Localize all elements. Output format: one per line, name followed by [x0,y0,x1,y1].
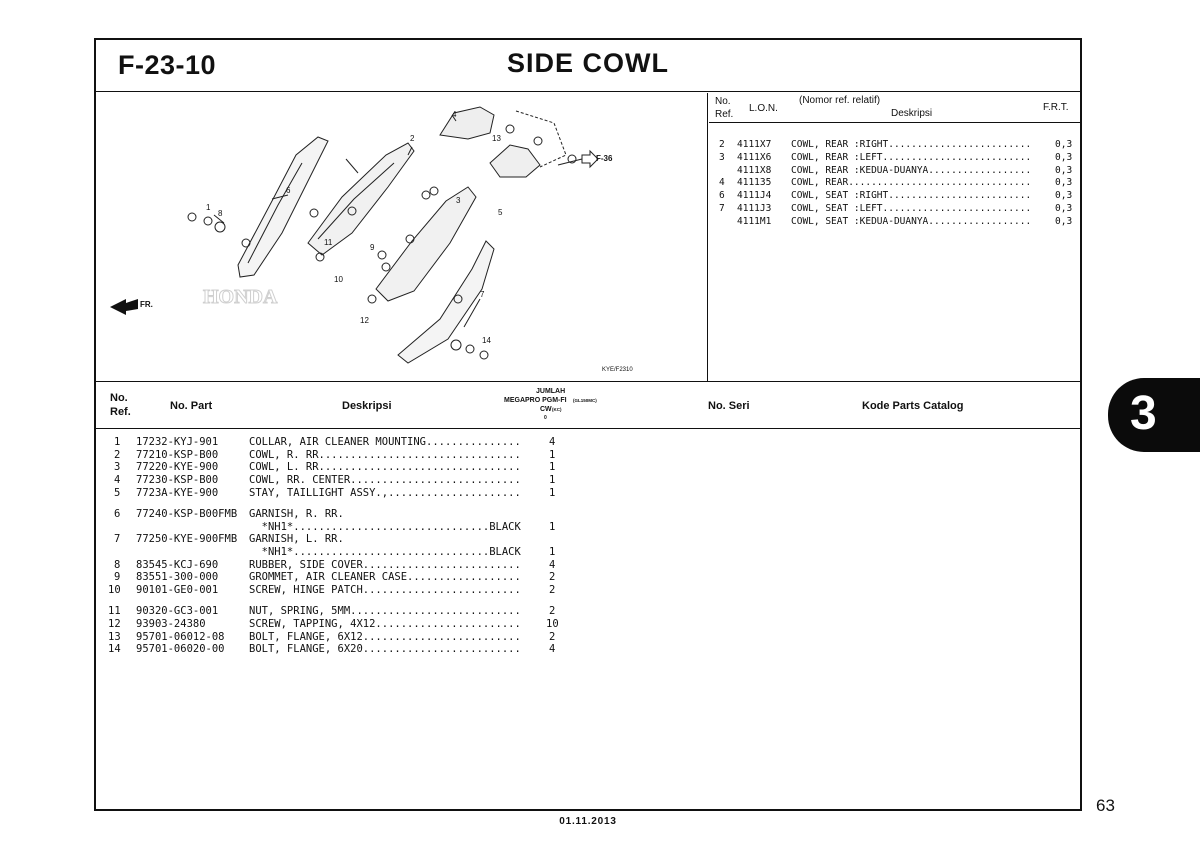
ref-lon: 4111M1 [737,215,772,227]
ref-number: 9 [114,571,121,584]
ref-lon: 4111J4 [737,190,772,202]
callout-label: 6 [286,186,291,195]
ref-no: 4 [719,177,725,189]
part-description: STAY, TAILLIGHT ASSY.,..................... [249,486,521,499]
col-qty-model: MEGAPRO PGM-FI [504,397,567,404]
part-quantity: 1 [549,474,556,487]
part-number: 83551-300-000 [136,571,219,584]
ref-number: 3 [114,461,121,474]
page-code: F-23-10 [118,50,217,80]
col-qty-type-code: (KC) [552,407,562,412]
col-desc: Deskripsi [342,400,392,412]
part-number: 77220-KYE-900 [136,461,219,474]
front-label: FR. [140,300,153,309]
part-description: GROMMET, AIR CLEANER CASE.................. [249,571,521,584]
part-quantity: 4 [549,558,556,571]
table-row [96,605,1080,618]
part-quantity: 2 [549,630,556,643]
col-part: No. Part [170,400,213,412]
part-description: COWL, L. RR................................ [249,461,521,474]
ref-desc: COWL, SEAT :RIGHT......................... [791,190,1032,202]
ref-no: 3 [719,151,725,163]
ref-row [709,165,1080,178]
ref-number: 6 [114,507,121,520]
table-row [96,474,1080,487]
part-number: 17232-KYJ-901 [136,436,219,448]
part-description: BOLT, FLANGE, 6X20......................... [249,643,521,656]
cross-ref-label: F-36 [596,154,613,163]
ref-frt: 0,3 [1055,202,1073,214]
ref-frt: 0,3 [1055,139,1073,150]
ref-table-body [709,139,1080,229]
col-qty-label: JUMLAH [536,388,566,395]
ref-number: 13 [108,630,121,643]
part-description: SCREW, HINGE PATCH......................... [249,584,521,597]
part-number: 7723A-KYE-900 [136,486,219,499]
ref-lon: 4111X7 [737,139,772,150]
exploded-diagram [96,93,708,381]
parts-table-header [96,381,1080,429]
part-description: RUBBER, SIDE COVER......................... [249,558,521,571]
part-number: 83545-KCJ-690 [136,558,219,571]
ref-col-frt: F.R.T. [1043,102,1069,113]
part-quantity: 1 [549,520,556,533]
ref-number: 5 [114,486,121,499]
callout-label: 12 [360,316,369,325]
callout-label: 3 [456,196,461,205]
ref-col-no: No. [715,96,731,107]
ref-number: 7 [114,533,121,546]
col-qty-index: 0 [544,415,547,421]
table-row [96,631,1080,644]
part-description: GARNISH, R. RR. [249,507,344,520]
ref-row [709,216,1080,229]
ref-row [709,203,1080,216]
callout-label: 5 [498,208,503,217]
table-row [96,508,1080,521]
ref-col-lon: L.O.N. [749,103,778,114]
honda-watermark: HONDA [203,286,278,308]
col-no: No. [110,392,128,404]
ref-desc: COWL, SEAT :LEFT.......................... [791,202,1032,214]
part-description: COWL, R. RR................................ [249,448,521,461]
ref-number: 8 [114,558,121,571]
callout-label: 11 [324,238,333,247]
ref-lon: 411135 [737,177,772,189]
part-quantity: 1 [549,486,556,499]
labor-reference-panel [709,93,1080,381]
part-number: 90320-GC3-001 [136,605,219,618]
part-number: 90101-GE0-001 [136,584,219,597]
part-description: *NH1*...............................BLACK [249,520,521,533]
catalog-page-frame [94,38,1082,811]
callout-label: 1 [206,203,211,212]
col-serial: No. Seri [708,400,750,412]
part-quantity: 4 [549,643,556,656]
col-qty-model-code: (GL150MC) [573,398,597,403]
section-number: 3 [1130,387,1157,440]
part-quantity: 1 [549,448,556,461]
col-catalog: Kode Parts Catalog [862,400,964,412]
ref-number: 2 [114,448,121,461]
part-quantity: 2 [549,584,556,597]
ref-frt: 0,3 [1055,164,1073,176]
table-row [96,643,1080,656]
print-date: 01.11.2013 [559,816,617,827]
ref-col-ref: Ref. [715,109,734,120]
callout-label: 7 [480,290,485,299]
callout-label: 4 [452,110,457,119]
callout-label: 10 [334,275,343,284]
table-row [96,533,1080,546]
row-gap [96,499,1080,508]
part-number: 77240-KSP-B00FMB [136,507,238,520]
table-row [96,521,1080,534]
table-row [96,436,1080,449]
callout-label: 2 [410,134,415,143]
table-row [96,559,1080,572]
ref-frt: 0,3 [1055,151,1073,163]
table-row [96,449,1080,462]
ref-desc: COWL, REAR :KEDUA-DUANYA.................. [791,164,1032,176]
ref-frt: 0,3 [1055,215,1073,227]
ref-number: 4 [114,474,121,487]
ref-number: 14 [108,643,121,656]
part-number: 95701-06020-00 [136,643,225,656]
part-description: NUT, SPRING, 5MM........................... [249,605,521,618]
callout-label: 14 [482,336,491,345]
col-ref: Ref. [110,406,131,418]
ref-table-header [709,93,1080,123]
ref-number: 1 [114,436,121,448]
callout-label: 9 [370,243,375,252]
title-row [96,40,1080,92]
part-description: COLLAR, AIR CLEANER MOUNTING............... [249,436,521,448]
table-row [96,618,1080,631]
ref-row [709,152,1080,165]
table-row [96,487,1080,500]
part-description: BOLT, FLANGE, 6X12......................... [249,630,521,643]
table-row [96,546,1080,559]
part-number: 93903-24380 [136,617,206,630]
part-quantity: 1 [549,461,556,474]
parts-table-body [96,436,1080,656]
part-number: 77250-KYE-900FMB [136,533,238,546]
part-description: *NH1*...............................BLACK [249,546,521,558]
ref-frt: 0,3 [1055,190,1073,202]
section-tab [1108,378,1200,452]
part-quantity: 2 [549,605,556,618]
ref-col-desc-note: (Nomor ref. relatif) [799,95,881,106]
ref-col-desc: Deskripsi [891,108,933,119]
part-quantity: 4 [549,436,556,448]
table-row [96,461,1080,474]
part-description: GARNISH, L. RR. [249,533,344,546]
col-qty-type: CW [540,406,552,413]
part-number: 77210-KSP-B00 [136,448,219,461]
part-description: SCREW, TAPPING, 4X12....................... [249,617,521,630]
part-number: 95701-06012-08 [136,630,225,643]
diagram-illustration [96,93,708,381]
table-row [96,584,1080,597]
ref-lon: 4111X6 [737,151,772,163]
part-description: COWL, RR. CENTER........................... [249,474,521,487]
part-number: 77230-KSP-B00 [136,474,219,487]
ref-row [709,190,1080,203]
ref-desc: COWL, REAR................................ [791,177,1032,189]
callout-label: 13 [492,134,501,143]
ref-no: 7 [719,202,725,214]
ref-lon: 4111X8 [737,164,772,176]
ref-no: 6 [719,190,725,202]
ref-row [709,139,1080,152]
part-quantity: 10 [546,617,559,630]
ref-desc: COWL, REAR :RIGHT......................... [791,139,1032,150]
ref-desc: COWL, REAR :LEFT.......................... [791,151,1032,163]
ref-no: 2 [719,139,725,150]
part-quantity: 1 [549,546,556,558]
ref-frt: 0,3 [1055,177,1073,189]
page-number: 63 [1096,796,1115,815]
ref-number: 12 [108,617,121,630]
part-quantity: 2 [549,571,556,584]
ref-number: 10 [108,584,121,597]
page-title: SIDE COWL [507,48,669,78]
table-row [96,571,1080,584]
ref-lon: 4111J3 [737,202,772,214]
callout-label: 8 [218,209,223,218]
ref-row [709,177,1080,190]
figure-code: KYE/F2310 [602,367,633,373]
row-gap [96,597,1080,606]
ref-desc: COWL, SEAT :KEDUA-DUANYA.................. [791,215,1032,227]
ref-number: 11 [108,605,121,618]
